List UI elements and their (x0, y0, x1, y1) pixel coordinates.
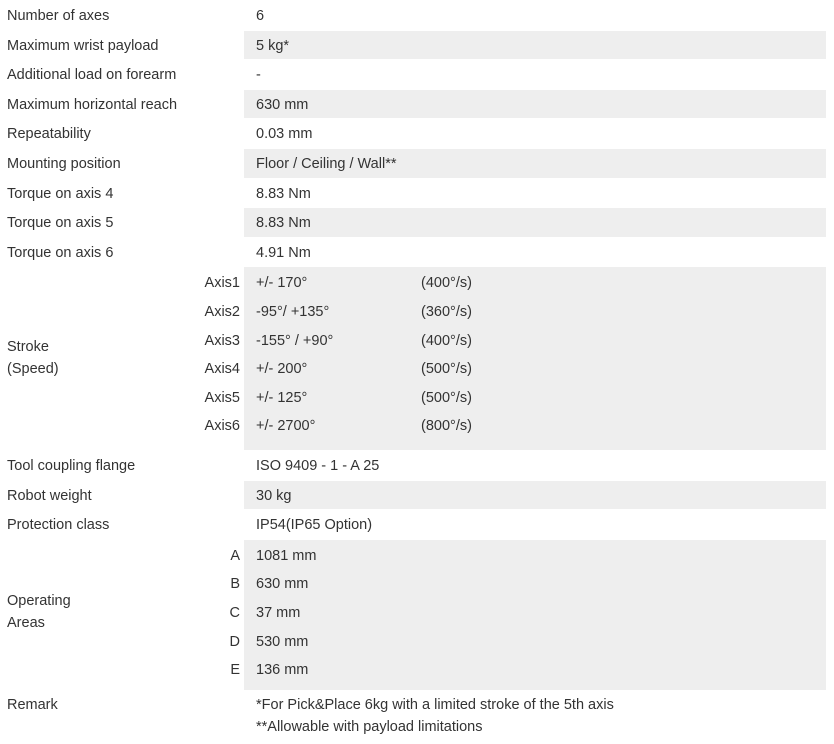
spec-label: Robot weight (7, 487, 92, 504)
remark-row (0, 691, 826, 742)
spec-label-cell (0, 31, 244, 60)
remark-line-1: *For Pick&Place 6kg with a limited stroke of the 5th axis (256, 696, 614, 713)
spec-label: Torque on axis 6 (7, 244, 114, 261)
spec-label-cell (0, 1, 244, 30)
remark-label: Remark (7, 696, 58, 713)
axis-speed: (360°/s) (421, 303, 472, 320)
axis-range: +/- 2700° (256, 418, 316, 435)
spec-value: 6 (256, 8, 265, 24)
spec-row (0, 60, 826, 90)
spec-label-cell (0, 90, 244, 119)
spec-value-cell (244, 119, 826, 148)
area-value: 630 mm (256, 576, 309, 593)
spec-label-cell (0, 510, 244, 539)
stroke-label-cell (0, 267, 244, 450)
spec-value: 630 mm (256, 96, 309, 113)
spec-label: Torque on axis 4 (7, 185, 114, 202)
spec-value-cell (244, 481, 826, 510)
axis-name: Axis3 (204, 332, 240, 349)
operating-label-cell (0, 540, 244, 690)
spec-value-cell (244, 1, 826, 30)
axis-range: +/- 125° (256, 389, 308, 406)
axis-range: -155° / +90° (256, 332, 334, 349)
spec-label: Torque on axis 5 (7, 215, 114, 232)
spec-value: 8.83 Nm (256, 185, 311, 202)
spec-label-cell (0, 149, 244, 178)
axis-name: Axis5 (204, 389, 240, 406)
spec-value: IP54(IP65 Option) (256, 517, 373, 534)
spec-row (0, 1, 826, 31)
spec-row (0, 481, 826, 511)
spec-value-cell (244, 149, 826, 178)
spec-label: Maximum horizontal reach (7, 96, 178, 113)
spec-row (0, 149, 826, 179)
stroke-row (0, 267, 826, 451)
spec-value-cell (244, 179, 826, 208)
area-key: C (229, 604, 240, 621)
spec-value-cell (244, 208, 826, 237)
spec-label-cell (0, 451, 244, 480)
spec-label: Tool coupling flange (7, 458, 136, 474)
operating-label: Operating (7, 593, 71, 610)
operating-areas-row (0, 540, 826, 691)
spec-label-cell (0, 179, 244, 208)
spec-value-cell (244, 90, 826, 119)
axis-speed: (400°/s) (421, 332, 472, 349)
area-key: A (230, 547, 240, 564)
spec-row (0, 208, 826, 238)
spec-row (0, 90, 826, 120)
spec-row (0, 119, 826, 149)
spec-label-cell (0, 208, 244, 237)
remark-line-2: **Allowable with payload limitations (256, 718, 483, 735)
spec-value: 4.91 Nm (256, 244, 311, 261)
axis-speed: (500°/s) (421, 361, 472, 378)
spec-row (0, 238, 826, 268)
area-key: E (230, 662, 240, 679)
axis-speed: (500°/s) (421, 389, 472, 406)
spec-value: 30 kg (256, 487, 292, 504)
axis-range: +/- 200° (256, 361, 308, 378)
spec-value-cell (244, 238, 826, 267)
spec-row (0, 179, 826, 209)
spec-label-cell (0, 60, 244, 89)
spec-label: Maximum wrist payload (7, 37, 159, 54)
area-value: 37 mm (256, 604, 301, 621)
spec-value-cell (244, 60, 826, 89)
operating-value-cell (244, 540, 826, 690)
spec-label: Mounting position (7, 156, 121, 172)
spec-row (0, 31, 826, 61)
spec-value: 5 kg* (256, 37, 290, 54)
axis-name: Axis6 (204, 418, 240, 435)
spec-value-cell (244, 31, 826, 60)
spec-row (0, 451, 826, 481)
remark-value-cell (244, 691, 826, 741)
axis-name: Axis2 (204, 303, 240, 320)
axis-speed: (800°/s) (421, 418, 472, 435)
axis-range: -95°/ +135° (256, 303, 330, 320)
stroke-label: Stroke (7, 339, 49, 356)
area-key: D (229, 633, 240, 650)
area-value: 1081 mm (256, 547, 317, 564)
axis-name: Axis1 (204, 275, 240, 292)
spec-value-cell (244, 510, 826, 539)
spec-value: Floor / Ceiling / Wall** (256, 156, 397, 172)
spec-value: 0.03 mm (256, 126, 313, 143)
area-value: 136 mm (256, 662, 309, 679)
remark-label-cell (0, 691, 244, 741)
operating-label-areas: Areas (7, 615, 45, 632)
spec-label-cell (0, 238, 244, 267)
spec-value: ISO 9409 - 1 - A 25 (256, 458, 380, 474)
stroke-value-cell (244, 267, 826, 450)
axis-name: Axis4 (204, 361, 240, 378)
spec-row (0, 510, 826, 540)
area-value: 530 mm (256, 633, 309, 650)
spec-value-cell (244, 451, 826, 480)
spec-label-cell (0, 119, 244, 148)
spec-label: Protection class (7, 517, 110, 534)
spec-value: - (256, 67, 261, 84)
spec-label: Repeatability (7, 126, 91, 143)
stroke-label-speed: (Speed) (7, 361, 59, 378)
axis-speed: (400°/s) (421, 275, 472, 292)
area-key: B (230, 576, 240, 593)
spec-value: 8.83 Nm (256, 215, 311, 232)
spec-label: Additional load on forearm (7, 67, 177, 84)
axis-range: +/- 170° (256, 275, 308, 292)
spec-label-cell (0, 481, 244, 510)
spec-label: Number of axes (7, 8, 110, 24)
